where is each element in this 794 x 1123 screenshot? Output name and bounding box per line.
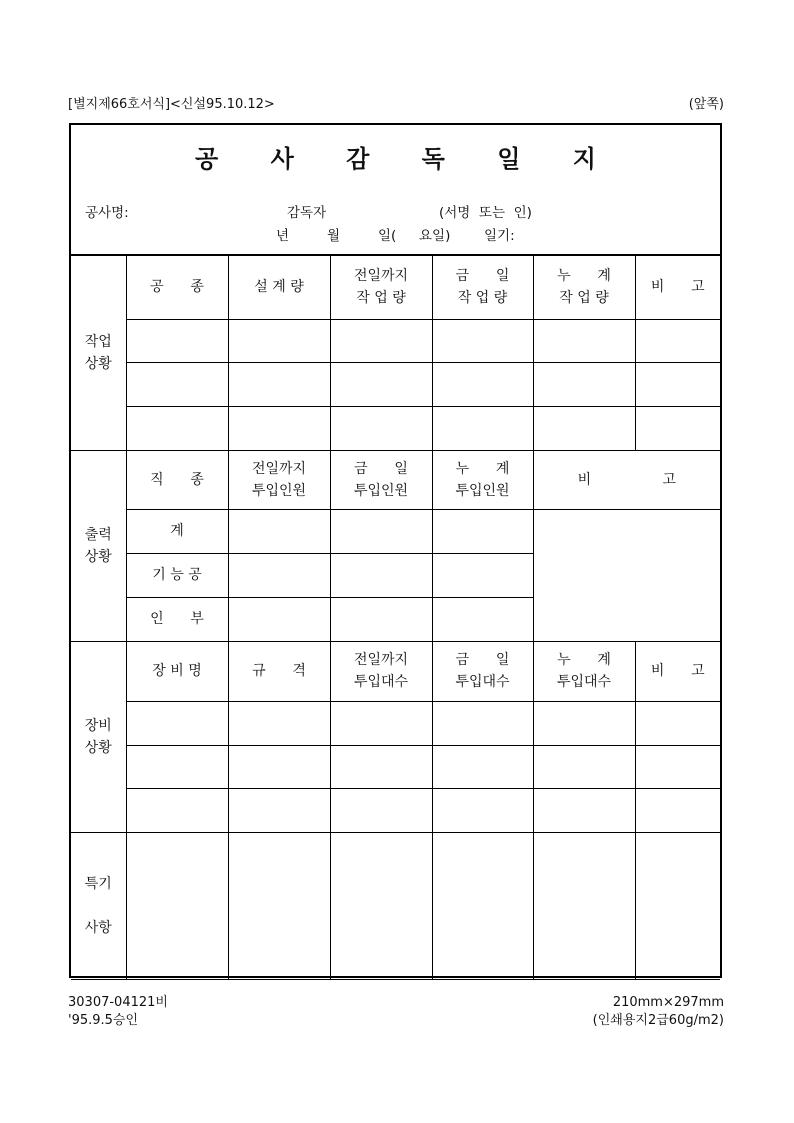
special-notes-cell[interactable] bbox=[228, 832, 330, 979]
work-cell-input[interactable] bbox=[533, 362, 635, 406]
equipment-cell-input[interactable] bbox=[635, 788, 720, 832]
labor-row-total-label: 계 bbox=[126, 509, 228, 553]
work-cell-input[interactable] bbox=[635, 406, 720, 450]
footer-left bbox=[68, 994, 168, 1030]
equipment-cell-input[interactable] bbox=[330, 745, 432, 788]
labor-header-row bbox=[71, 450, 720, 509]
table-row bbox=[71, 788, 720, 832]
labor-cell-input[interactable] bbox=[432, 553, 533, 597]
equipment-col-remarks: 비 고 bbox=[635, 641, 720, 701]
labor-status-category: 출력 상황 bbox=[71, 450, 126, 641]
labor-row-skilled-label: 기 능 공 bbox=[126, 553, 228, 597]
labor-col-today-workers: 금 일 투입인원 bbox=[330, 450, 432, 509]
work-cell-input[interactable] bbox=[228, 406, 330, 450]
work-col-cumulative-qty: 누 계 작 업 량 bbox=[533, 256, 635, 319]
form-title: 공 사 감 독 일 지 bbox=[195, 144, 618, 173]
year-label: 년 bbox=[276, 228, 290, 244]
equipment-cell-input[interactable] bbox=[635, 745, 720, 788]
special-notes-cell[interactable] bbox=[635, 832, 720, 979]
table-row bbox=[71, 319, 720, 362]
equipment-cell-input[interactable] bbox=[126, 788, 228, 832]
equipment-cell-input[interactable] bbox=[635, 701, 720, 745]
form-reference: [별지제66호서식]<신설95.10.12> bbox=[68, 97, 275, 112]
labor-col-cumulative-workers: 누 계 투입인원 bbox=[432, 450, 533, 509]
equipment-cell-input[interactable] bbox=[533, 701, 635, 745]
labor-cell-input[interactable] bbox=[432, 597, 533, 641]
labor-col-previous-workers: 전일까지 투입인원 bbox=[228, 450, 330, 509]
labor-cell-input[interactable] bbox=[228, 553, 330, 597]
labor-cell-input[interactable] bbox=[228, 509, 330, 553]
footer-right bbox=[593, 994, 724, 1030]
equipment-header-row bbox=[71, 641, 720, 701]
equipment-cell-input[interactable] bbox=[228, 788, 330, 832]
work-cell-input[interactable] bbox=[432, 319, 533, 362]
equipment-cell-input[interactable] bbox=[228, 745, 330, 788]
equipment-cell-input[interactable] bbox=[228, 701, 330, 745]
labor-cell-input[interactable] bbox=[330, 509, 432, 553]
special-notes-row bbox=[71, 832, 720, 979]
equipment-col-spec: 규 격 bbox=[228, 641, 330, 701]
work-cell-input[interactable] bbox=[126, 319, 228, 362]
equipment-cell-input[interactable] bbox=[126, 701, 228, 745]
table-row bbox=[71, 701, 720, 745]
work-col-previous-qty: 전일까지 작 업 량 bbox=[330, 256, 432, 319]
page-side-note: (앞쪽) bbox=[688, 97, 724, 112]
equipment-col-today-units: 금 일 투입대수 bbox=[432, 641, 533, 701]
labor-col-trade: 직 종 bbox=[126, 450, 228, 509]
weather-label: 일기: bbox=[484, 228, 515, 244]
work-col-today-qty: 금 일 작 업 량 bbox=[432, 256, 533, 319]
work-cell-input[interactable] bbox=[533, 319, 635, 362]
paper-size: 210mm×297mm bbox=[612, 995, 724, 1010]
labor-remarks-area[interactable] bbox=[533, 509, 720, 641]
special-notes-cell[interactable] bbox=[126, 832, 228, 979]
form-code: 30307-04121비 bbox=[68, 995, 168, 1010]
paper-spec: (인쇄용지2급60g/m2) bbox=[592, 1013, 724, 1028]
equipment-cell-input[interactable] bbox=[330, 701, 432, 745]
labor-cell-input[interactable] bbox=[432, 509, 533, 553]
special-notes-cell[interactable] bbox=[533, 832, 635, 979]
work-cell-input[interactable] bbox=[126, 362, 228, 406]
labor-row-laborer-label: 인 부 bbox=[126, 597, 228, 641]
supervision-log-form bbox=[69, 123, 722, 978]
work-status-category: 작업 상황 bbox=[71, 256, 126, 450]
table-row bbox=[71, 509, 720, 553]
work-header-row bbox=[71, 256, 720, 319]
equipment-status-category: 장비 상황 bbox=[71, 641, 126, 832]
labor-cell-input[interactable] bbox=[228, 597, 330, 641]
table-row bbox=[71, 406, 720, 450]
work-cell-input[interactable] bbox=[330, 319, 432, 362]
labor-cell-input[interactable] bbox=[330, 597, 432, 641]
work-cell-input[interactable] bbox=[228, 319, 330, 362]
equipment-cell-input[interactable] bbox=[432, 745, 533, 788]
equipment-col-previous-units: 전일까지 투입대수 bbox=[330, 641, 432, 701]
work-cell-input[interactable] bbox=[432, 362, 533, 406]
equipment-cell-input[interactable] bbox=[533, 745, 635, 788]
labor-col-remarks: 비 고 bbox=[533, 450, 720, 509]
work-cell-input[interactable] bbox=[330, 406, 432, 450]
work-cell-input[interactable] bbox=[635, 319, 720, 362]
special-notes-cell[interactable] bbox=[330, 832, 432, 979]
equipment-col-cumulative-units: 누 계 투입대수 bbox=[533, 641, 635, 701]
form-header bbox=[71, 125, 720, 256]
work-cell-input[interactable] bbox=[635, 362, 720, 406]
log-grid bbox=[71, 256, 720, 980]
table-row bbox=[71, 362, 720, 406]
equipment-cell-input[interactable] bbox=[533, 788, 635, 832]
work-col-design-qty: 설 계 량 bbox=[228, 256, 330, 319]
work-cell-input[interactable] bbox=[533, 406, 635, 450]
work-cell-input[interactable] bbox=[330, 362, 432, 406]
work-cell-input[interactable] bbox=[432, 406, 533, 450]
form-sections bbox=[71, 256, 720, 980]
labor-cell-input[interactable] bbox=[330, 553, 432, 597]
work-col-type: 공 종 bbox=[126, 256, 228, 319]
work-cell-input[interactable] bbox=[126, 406, 228, 450]
month-label: 월 bbox=[327, 228, 341, 244]
equipment-col-name: 장 비 명 bbox=[126, 641, 228, 701]
table-row bbox=[71, 745, 720, 788]
equipment-cell-input[interactable] bbox=[126, 745, 228, 788]
day-label: 일( bbox=[378, 228, 397, 244]
project-name-label: 공사명: bbox=[85, 205, 129, 221]
special-notes-category: 특기 사항 bbox=[71, 832, 126, 979]
supervisor-label: 감독자 bbox=[287, 205, 327, 221]
approval-date: '95.9.5승인 bbox=[68, 1013, 139, 1028]
work-col-remarks: 비 고 bbox=[635, 256, 720, 319]
signature-label: (서명 또는 인) bbox=[439, 205, 532, 221]
equipment-cell-input[interactable] bbox=[432, 701, 533, 745]
equipment-cell-input[interactable] bbox=[330, 788, 432, 832]
equipment-cell-input[interactable] bbox=[432, 788, 533, 832]
special-notes-cell[interactable] bbox=[432, 832, 533, 979]
work-cell-input[interactable] bbox=[228, 362, 330, 406]
weekday-label: 요일) bbox=[419, 228, 451, 244]
